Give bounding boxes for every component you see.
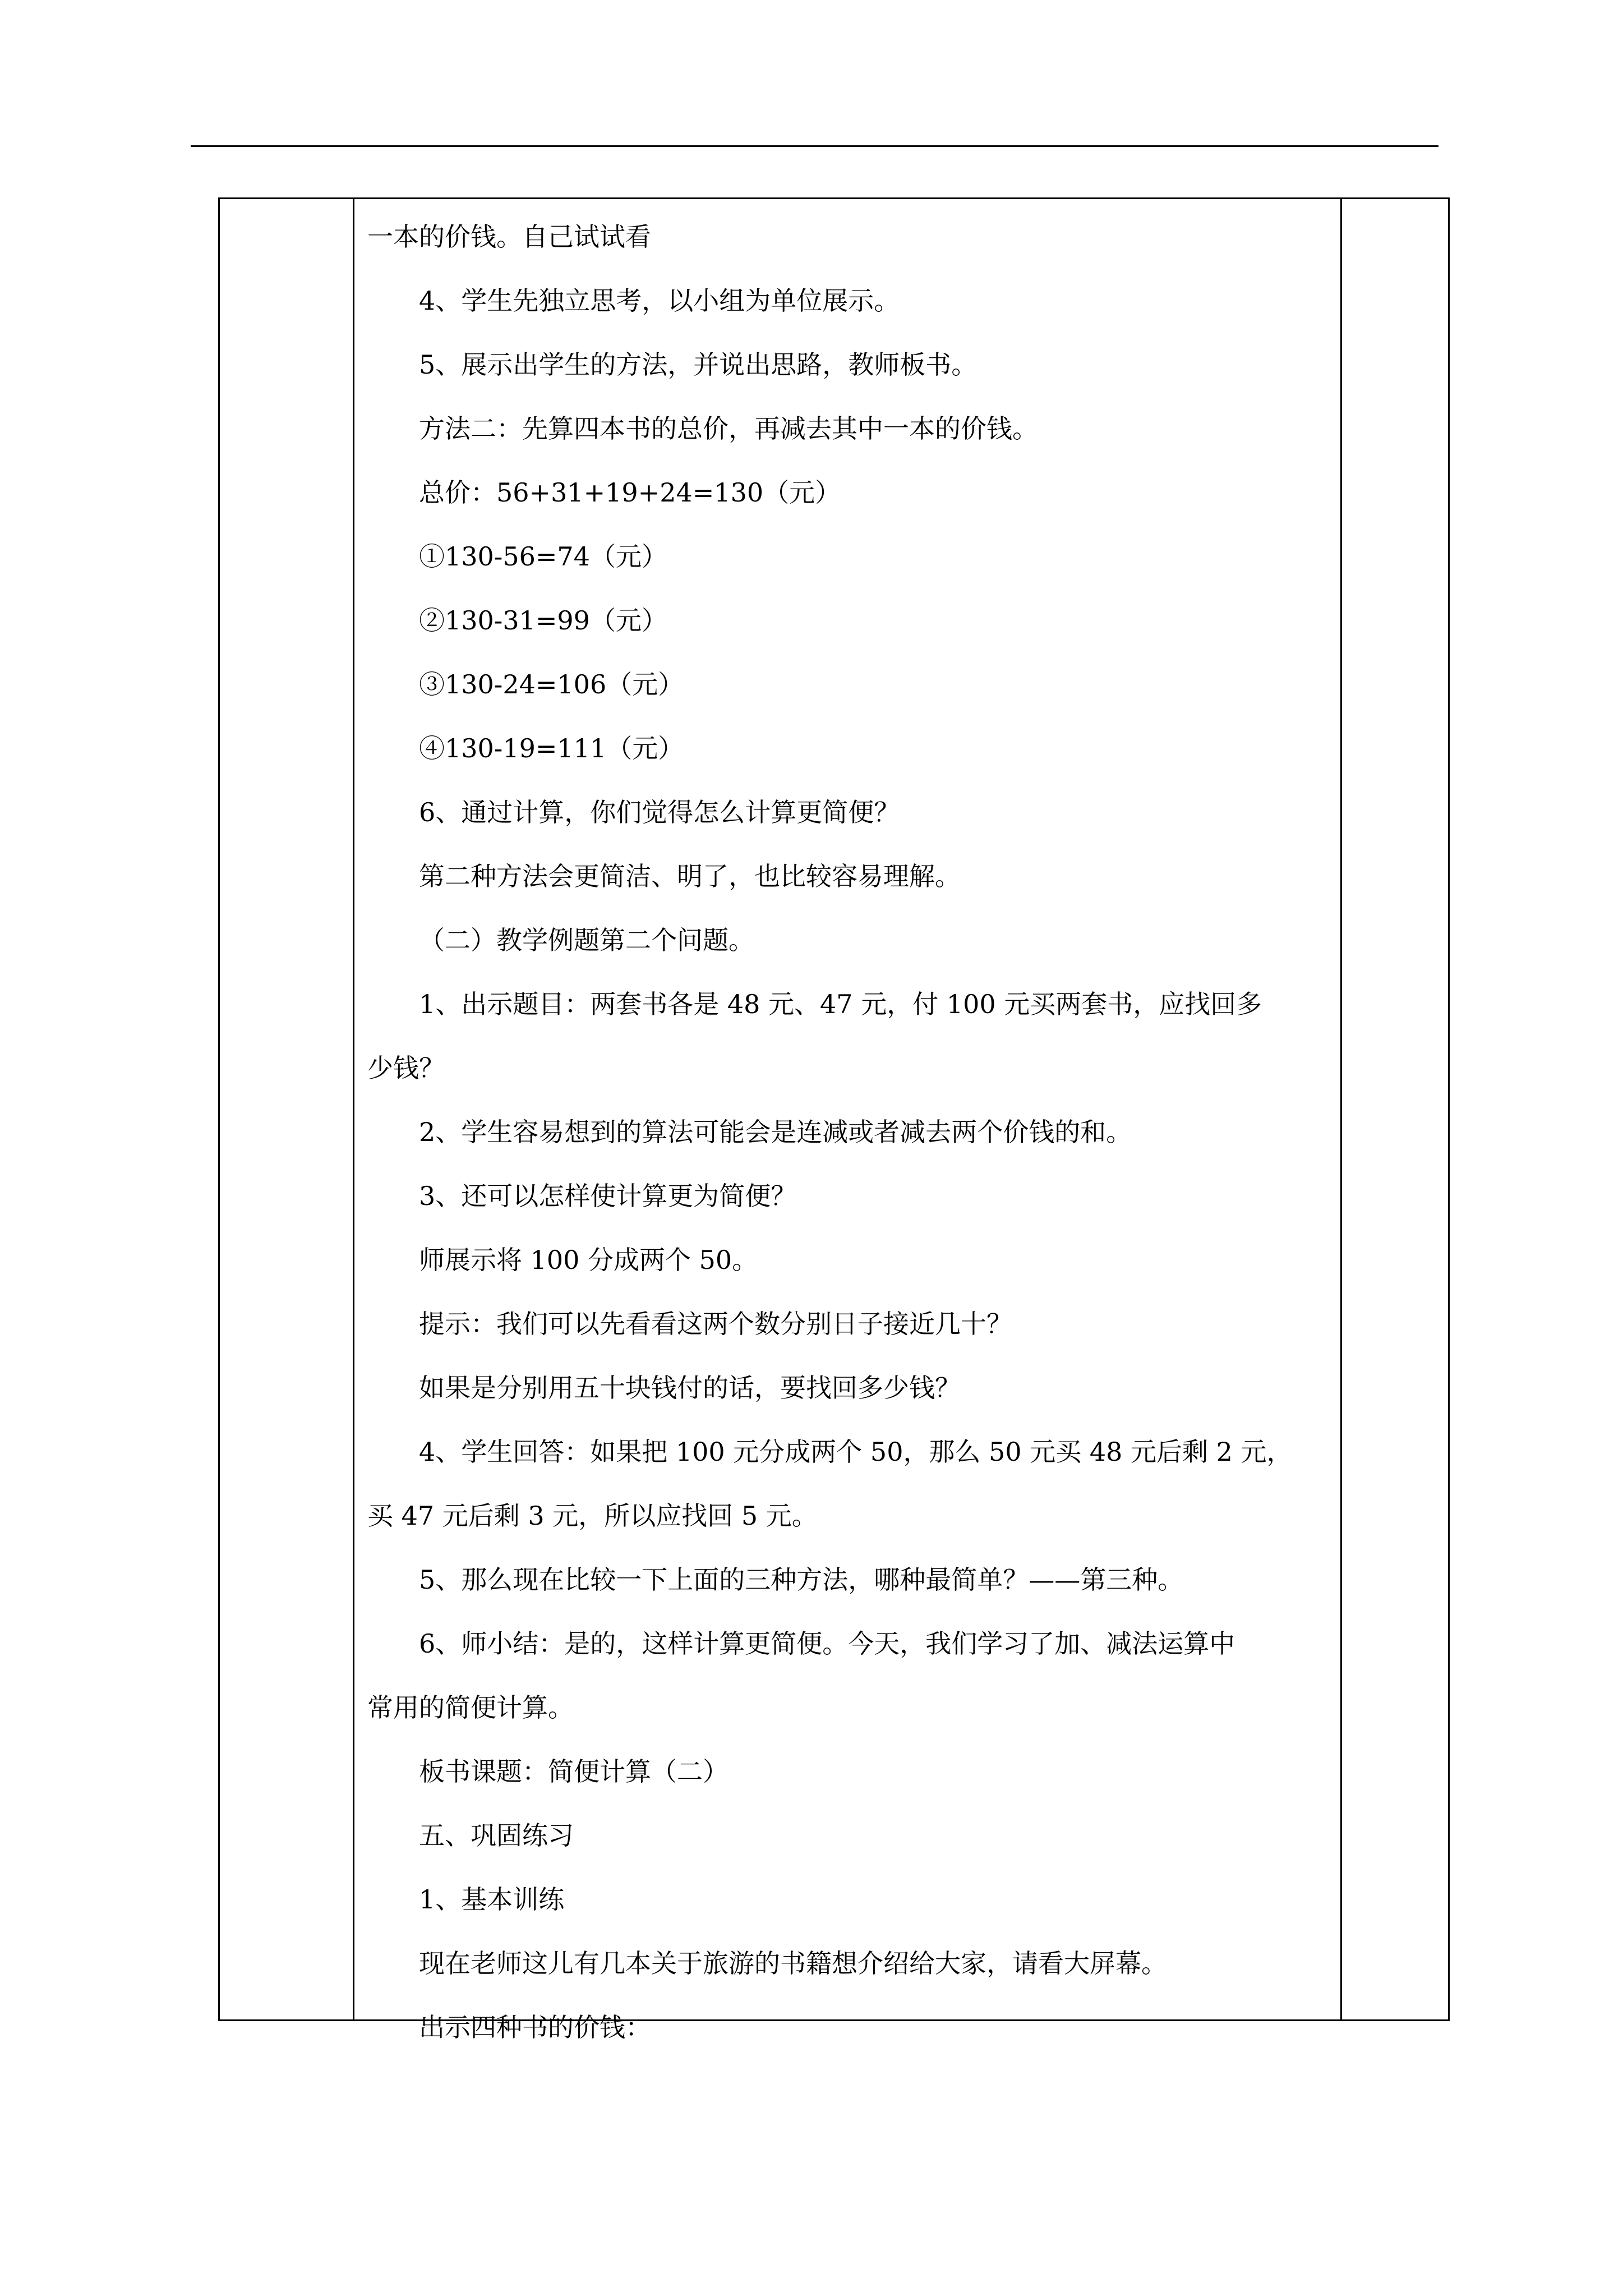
text-line: 板书课题：简便计算（二） <box>419 1756 728 1787</box>
text-line: 买 47 元后剩 3 元，所以应找回 5 元。 <box>367 1501 818 1531</box>
lesson-content-cell <box>367 205 1326 2059</box>
text-line: 出示四种书的价钱： <box>419 2012 651 2042</box>
text-line: ④130-19=111（元） <box>419 733 684 763</box>
text-line: ②130-31=99（元） <box>419 605 667 636</box>
text-line: 提示：我们可以先看看这两个数分别日子接近几十？ <box>419 1309 1012 1339</box>
text-line: 常用的简便计算。 <box>367 1692 574 1723</box>
text-line: 如果是分别用五十块钱付的话，要找回多少钱？ <box>419 1373 961 1403</box>
text-line: 1、出示题目：两套书各是 48 元、47 元，付 100 元买两套书，应找回多 <box>419 989 1262 1019</box>
text-line: 第二种方法会更简洁、明了，也比较容易理解。 <box>419 861 961 891</box>
header-rule <box>191 145 1438 147</box>
text-line: 5、那么现在比较一下上面的三种方法，哪种最简单？——第三种。 <box>419 1565 1184 1595</box>
text-line: 总价：56+31+19+24=130（元） <box>419 477 841 508</box>
text-line: （二）教学例题第二个问题。 <box>419 925 754 955</box>
text-line: 2、学生容易想到的算法可能会是连减或者减去两个价钱的和。 <box>419 1117 1132 1147</box>
text-line: 4、学生先独立思考，以小组为单位展示。 <box>419 286 900 316</box>
text-line: 现在老师这儿有几本关于旅游的书籍想介绍给大家，请看大屏幕。 <box>419 1948 1167 1978</box>
text-line: 师展示将 100 分成两个 50。 <box>419 1245 758 1275</box>
text-line: ①130-56=74（元） <box>419 541 667 572</box>
text-line: 3、还可以怎样使计算更为简便？ <box>419 1181 797 1211</box>
text-line: 5、展示出学生的方法，并说出思路，教师板书。 <box>419 349 978 380</box>
text-line: 4、学生回答：如果把 100 元分成两个 50，那么 50 元买 48 元后剩 2 元， <box>419 1437 1293 1467</box>
text-line: 1、基本训练 <box>419 1884 565 1915</box>
text-line: 一本的价钱。自己试试看 <box>367 222 651 252</box>
text-line: 6、师小结：是的，这样计算更简便。今天，我们学习了加、减法运算中 <box>419 1628 1235 1659</box>
text-line: 6、通过计算，你们觉得怎么计算更简便？ <box>419 797 900 827</box>
table-column-divider-right <box>1340 197 1342 2021</box>
text-line: 少钱？ <box>367 1053 445 1083</box>
text-line: 五、巩固练习 <box>419 1820 574 1851</box>
table-column-divider-left <box>353 197 354 2021</box>
text-line: 方法二：先算四本书的总价，再减去其中一本的价钱。 <box>419 413 1038 444</box>
text-line: ③130-24=106（元） <box>419 669 684 700</box>
